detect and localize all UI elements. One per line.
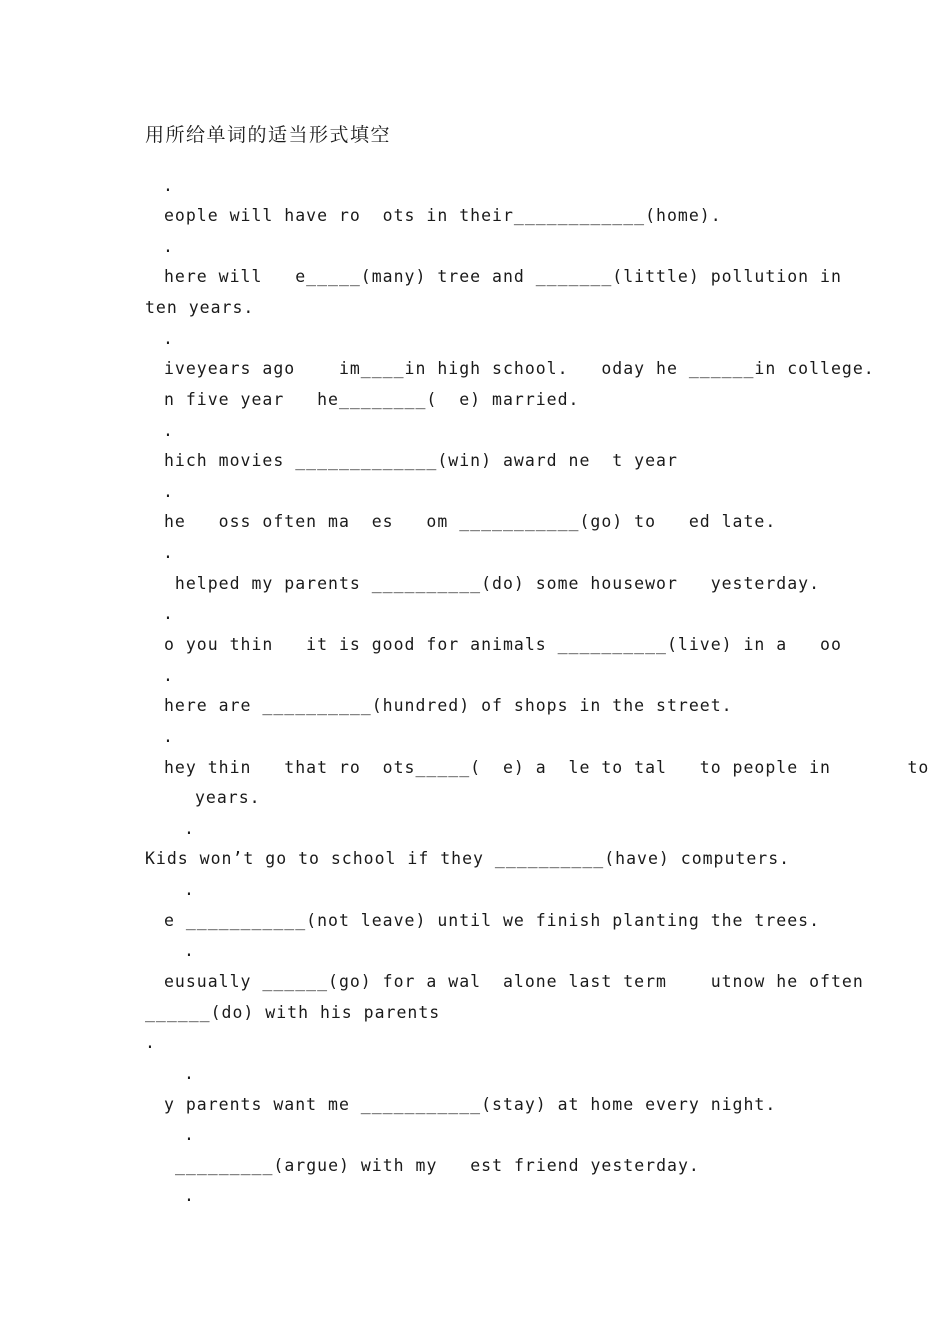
exercise-line: . (163, 604, 174, 623)
exercise-line: . (184, 880, 195, 899)
exercise-line: . (163, 237, 174, 256)
exercise-line: ______(do) with his parents (145, 1003, 441, 1022)
exercise-line: e ___________(not leave) until we finish planting the trees. (164, 911, 821, 930)
exercise-line: _________(argue) with my est friend yesterday. (175, 1156, 700, 1175)
exercise-line: Kids won’t go to school if they __________(have) computers. (145, 849, 791, 868)
exercise-line: ten years. (145, 298, 255, 317)
exercise-line: iveyears ago im____in high school. oday he ______in college. (164, 359, 875, 378)
exercise-line: eople will have ro ots in their____________(home). (164, 206, 722, 225)
page-title: 用所给单词的适当形式填空 (145, 124, 392, 146)
exercise-line: . (184, 819, 195, 838)
exercise-line: . (163, 176, 174, 195)
exercise-line: . (163, 727, 174, 746)
exercise-line: eusually ______(go) for a wal alone last term utnow he often (164, 972, 864, 991)
exercise-line: he oss often ma es om ___________(go) to ed late. (164, 512, 777, 531)
exercise-line: . (184, 1064, 195, 1083)
exercise-line: y parents want me ___________(stay) at home every night. (164, 1095, 777, 1114)
exercise-line: o you thin it is good for animals __________(live) in a oo (164, 635, 842, 654)
exercise-line: . (163, 421, 174, 440)
exercise-line: . (163, 329, 174, 348)
exercise-line: helped my parents __________(do) some housewor yesterday. (164, 574, 821, 593)
exercise-line: . (184, 1186, 195, 1205)
exercise-line: here will e_____(many) tree and _______(little) pollution in (164, 267, 842, 286)
exercise-line: . (163, 666, 174, 685)
exercise-line: years. (195, 788, 261, 807)
exercise-line: here are __________(hundred) of shops in the street. (164, 696, 733, 715)
exercise-line: hey thin that ro ots_____( e) a le to tal to people in to (164, 758, 930, 777)
exercise-line: . (184, 1125, 195, 1144)
exercise-line: hich movies _____________(win) award ne t year (164, 451, 678, 470)
exercise-line: . (184, 941, 195, 960)
exercise-line: n five year he________( e) married. (164, 390, 580, 409)
exercise-line: . (163, 543, 174, 562)
exercise-line: . (145, 1033, 156, 1052)
exercise-line: . (163, 482, 174, 501)
